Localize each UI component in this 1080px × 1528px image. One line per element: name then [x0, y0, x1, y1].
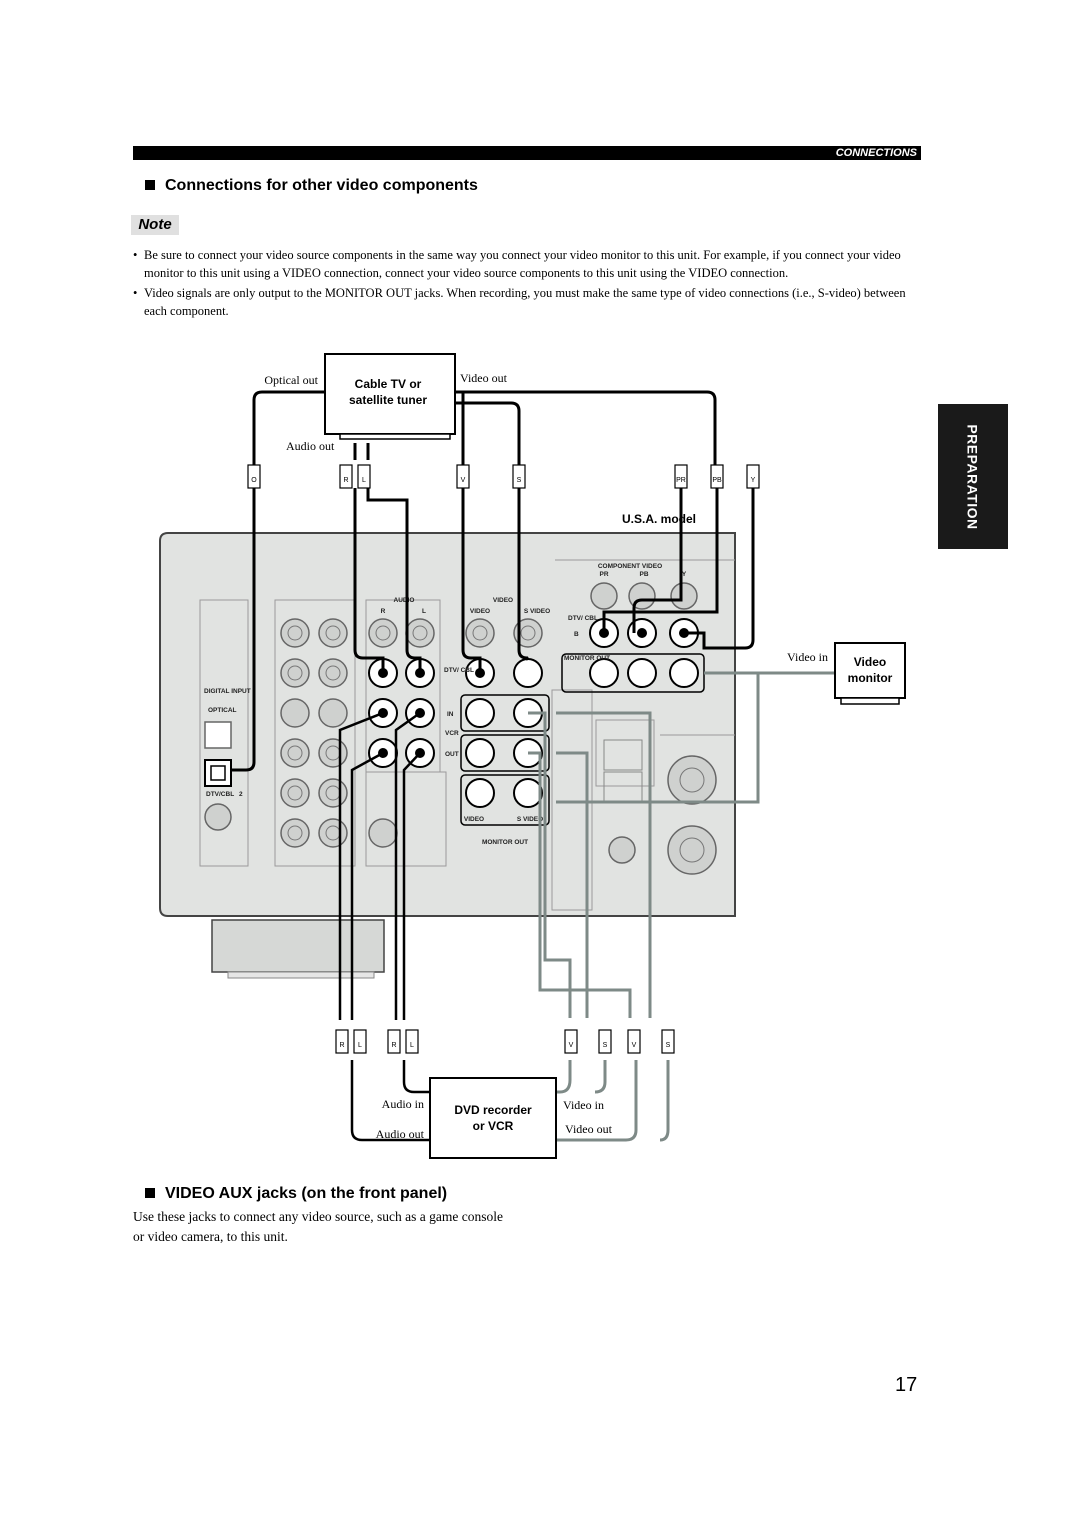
- digital-input-label: DIGITAL INPUT: [204, 688, 251, 695]
- plug-label: PR: [676, 477, 686, 484]
- monitor-out-bottom-label: MONITOR OUT: [481, 839, 529, 846]
- recorder-line2: or VCR: [472, 1119, 514, 1133]
- side-tab-label: PREPARATION: [965, 423, 982, 530]
- audio-out-top-label: Audio out: [286, 439, 335, 453]
- bottom-plug-connectors: [336, 1030, 674, 1053]
- plug-label: R: [343, 477, 349, 484]
- svideo-col-label: S VIDEO: [523, 608, 551, 615]
- pb-label: PB: [639, 571, 649, 578]
- pr-label: PR: [599, 571, 609, 578]
- in-label: IN: [447, 711, 454, 718]
- recorder-box: [430, 1078, 556, 1158]
- plug-label: L: [362, 477, 366, 484]
- page-number: 17: [895, 1374, 918, 1396]
- plug-label: R: [391, 1042, 397, 1049]
- note-bullet: • Be sure to connect your video source components in the same way you connect your video monitor to this unit. For example, if you connect your video monitor to this unit using a VIDEO connection, connect your video source components to this unit using the VIDEO connection.: [133, 246, 923, 282]
- l-label: L: [422, 608, 426, 615]
- plug-label: O: [251, 477, 257, 484]
- audio-out-bottom-label: Audio out: [375, 1127, 424, 1141]
- model-label: U.S.A. model: [621, 512, 696, 526]
- video-label: VIDEO: [492, 597, 514, 604]
- video-out-bottom-label: Video out: [565, 1122, 612, 1136]
- audio-in-label: Audio in: [381, 1097, 424, 1111]
- heading-square-icon: [145, 1188, 155, 1198]
- video-in-bottom-label: Video in: [563, 1098, 604, 1112]
- b-badge: B: [574, 631, 579, 638]
- plug-label: Y: [750, 477, 756, 484]
- video-out-top-label: Video out: [460, 371, 507, 385]
- component-video-label: COMPONENT VIDEO: [597, 563, 663, 570]
- video-in-monitor-label: Video in: [787, 650, 828, 664]
- recorder-line1: DVD recorder: [454, 1103, 532, 1117]
- plug-label: L: [410, 1042, 414, 1049]
- monitor-out-label: MONITOR OUT: [564, 655, 611, 662]
- optical-label: OPTICAL: [208, 707, 237, 714]
- plug-label: S: [516, 477, 522, 484]
- cable-box-line2: satellite tuner: [348, 393, 428, 407]
- cable-box-line1: Cable TV or: [354, 377, 422, 391]
- monitor-line1: Video: [853, 655, 887, 669]
- video-aux-description: Use these jacks to connect any video source, such as a game console or video camera, to this unit.: [133, 1209, 503, 1244]
- optical-jack-1: [205, 722, 231, 748]
- receiver-foot: [212, 920, 384, 972]
- optical-out-label: Optical out: [264, 373, 318, 387]
- plug-label: L: [358, 1042, 362, 1049]
- audio-label: AUDIO: [393, 597, 415, 604]
- video-col-label: VIDEO: [469, 608, 491, 615]
- y-label: Y: [681, 571, 687, 578]
- plug-label: S: [665, 1042, 671, 1049]
- dtv-cbl-label: DTV/ CBL: [444, 667, 474, 674]
- plug-label: PB: [712, 477, 722, 484]
- section-title: Connections for other video components: [165, 177, 478, 194]
- plug-label: V: [460, 477, 466, 484]
- dtv-cbl-component-label: DTV/ CBL: [568, 615, 598, 622]
- section-heading-video-aux: [145, 1185, 447, 1203]
- video-bottom-label: VIDEO: [463, 816, 485, 823]
- section-title: VIDEO AUX jacks (on the front panel): [165, 1185, 448, 1202]
- dtv-cbl-optical-label: DTV/CBL: [206, 791, 235, 798]
- plug-label: R: [339, 1042, 345, 1049]
- svideo-bottom-label: S VIDEO: [516, 816, 544, 823]
- plug-label: V: [568, 1042, 574, 1049]
- vcr-label: VCR: [445, 730, 459, 737]
- note-bullet: • Video signals are only output to the MONITOR OUT jacks. When recording, you must make the same type of video connections (i.e., S-video) between each component.: [133, 284, 923, 320]
- plug-label: V: [631, 1042, 637, 1049]
- monitor-line2: monitor: [847, 671, 893, 685]
- plug-label: S: [602, 1042, 608, 1049]
- out-label: OUT: [445, 751, 459, 758]
- section-header-label: CONNECTIONS: [835, 147, 917, 159]
- r-label: R: [380, 608, 386, 615]
- note-label: Note: [131, 215, 179, 235]
- optical-2-label: 2: [239, 791, 243, 798]
